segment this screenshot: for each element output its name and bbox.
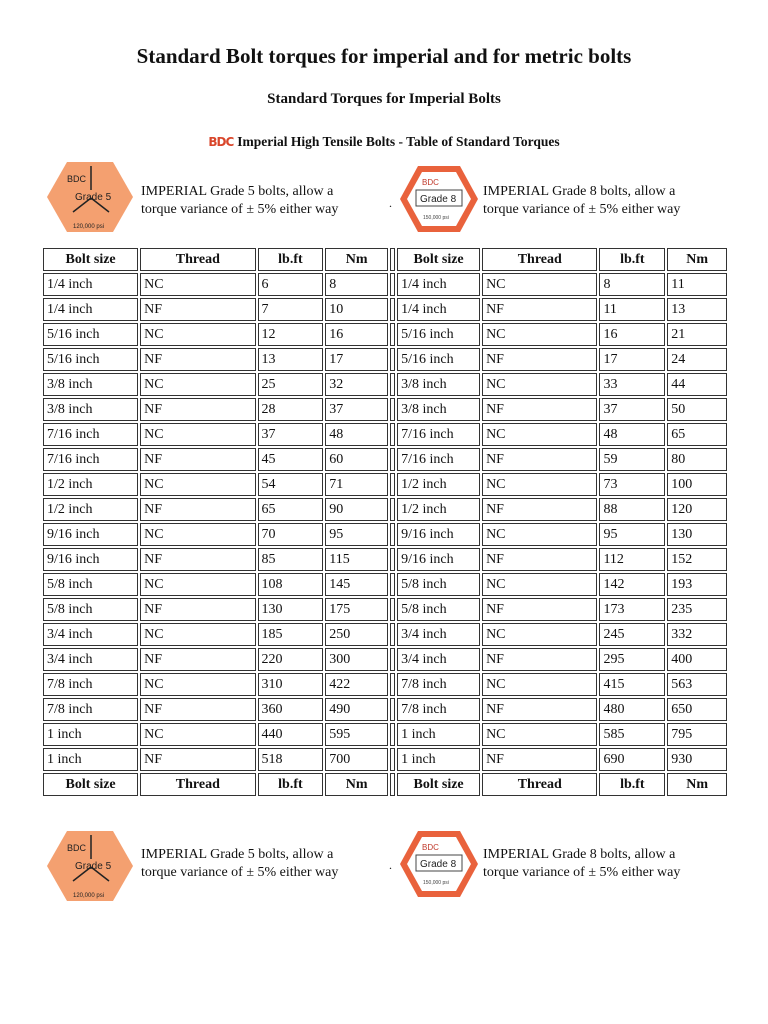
grade5-nm-cell: 90 <box>325 498 388 521</box>
table-row <box>43 598 727 621</box>
grade8-lbft-cell: 88 <box>599 498 665 521</box>
grade5-nm-cell: 422 <box>325 673 388 696</box>
grade5-bolt-size-cell: 1/4 inch <box>43 273 138 296</box>
grade8-nm-cell: 11 <box>667 273 727 296</box>
grade5-bolt-size-cell: 3/8 inch <box>43 398 138 421</box>
grade5-caption: IMPERIAL Grade 5 bolts, allow a torque variance of ± 5% either way <box>141 847 339 880</box>
grade8-bolt-size-cell: 5/16 inch <box>397 323 480 346</box>
table-row <box>43 748 727 771</box>
grade8-nm-cell: 100 <box>667 473 727 496</box>
grade5-thread-cell: NC <box>140 623 255 646</box>
svg-text:150,000 psi: 150,000 psi <box>423 880 449 886</box>
grade5-lbft-cell: 7 <box>258 298 324 321</box>
footer-bolt-size: Bolt size <box>397 773 480 796</box>
grade8-badge-icon <box>398 164 480 239</box>
column-separator <box>390 673 395 696</box>
grade8-lbft-cell: 295 <box>599 648 665 671</box>
torque-table <box>41 246 729 798</box>
grade8-lbft-cell: 11 <box>599 298 665 321</box>
column-separator <box>390 498 395 521</box>
column-separator <box>390 348 395 371</box>
grade8-lbft-cell: 8 <box>599 273 665 296</box>
header-nm: Nm <box>325 248 388 271</box>
grade5-lbft-cell: 518 <box>258 748 324 771</box>
grade8-thread-cell: NF <box>482 598 597 621</box>
grade8-nm-cell: 21 <box>667 323 727 346</box>
column-separator <box>390 748 395 771</box>
grade5-nm-cell: 300 <box>325 648 388 671</box>
table-row <box>43 423 727 446</box>
grade8-thread-cell: NC <box>482 673 597 696</box>
grade8-thread-cell: NF <box>482 398 597 421</box>
grade5-thread-cell: NF <box>140 548 255 571</box>
grade5-thread-cell: NC <box>140 323 255 346</box>
table-row <box>43 473 727 496</box>
grade8-nm-cell: 130 <box>667 523 727 546</box>
grade5-thread-cell: NF <box>140 648 255 671</box>
grade5-thread-cell: NC <box>140 373 255 396</box>
column-separator <box>390 398 395 421</box>
table-row <box>43 723 727 746</box>
grade8-thread-cell: NF <box>482 348 597 371</box>
column-separator <box>390 773 395 796</box>
grade8-thread-cell: NC <box>482 473 597 496</box>
table-row <box>43 348 727 371</box>
header-bolt-size: Bolt size <box>397 248 480 271</box>
grade8-bolt-size-cell: 3/4 inch <box>397 648 480 671</box>
grade5-bolt-size-cell: 5/16 inch <box>43 348 138 371</box>
grade8-thread-cell: NC <box>482 273 597 296</box>
grade5-bolt-size-cell: 1/4 inch <box>43 298 138 321</box>
grade5-nm-cell: 700 <box>325 748 388 771</box>
grade5-lbft-cell: 85 <box>258 548 324 571</box>
grade8-thread-cell: NF <box>482 698 597 721</box>
grade8-lbft-cell: 95 <box>599 523 665 546</box>
header-bolt-size: Bolt size <box>43 248 138 271</box>
svg-text:120,000 psi: 120,000 psi <box>73 224 105 230</box>
grade8-lbft-cell: 48 <box>599 423 665 446</box>
page-subtitle: Standard Torques for Imperial Bolts <box>267 91 501 107</box>
grade5-nm-cell: 71 <box>325 473 388 496</box>
grade8-badge-icon <box>398 829 480 904</box>
column-separator <box>390 548 395 571</box>
grade5-thread-cell: NC <box>140 473 255 496</box>
grade5-thread-cell: NC <box>140 423 255 446</box>
grade5-thread-cell: NF <box>140 398 255 421</box>
grade5-lbft-cell: 37 <box>258 423 324 446</box>
grade8-bolt-size-cell: 7/8 inch <box>397 673 480 696</box>
grade5-nm-cell: 37 <box>325 398 388 421</box>
grade8-caption: IMPERIAL Grade 8 bolts, allow a torque variance of ± 5% either way <box>483 184 681 217</box>
grade5-nm-cell: 95 <box>325 523 388 546</box>
grade8-bolt-size-cell: 5/16 inch <box>397 348 480 371</box>
table-footer-row <box>43 773 727 796</box>
grade5-thread-cell: NC <box>140 573 255 596</box>
grade5-lbft-cell: 54 <box>258 473 324 496</box>
column-separator <box>390 323 395 346</box>
grade5-bolt-size-cell: 3/4 inch <box>43 623 138 646</box>
grade5-caption: IMPERIAL Grade 5 bolts, allow a torque variance of ± 5% either way <box>141 184 339 217</box>
table-row <box>43 398 727 421</box>
table-row <box>43 323 727 346</box>
grade5-bolt-size-cell: 1/2 inch <box>43 473 138 496</box>
grade8-bolt-size-cell: 5/8 inch <box>397 573 480 596</box>
grade8-bolt-size-cell: 3/8 inch <box>397 373 480 396</box>
grade5-bolt-size-cell: 5/8 inch <box>43 598 138 621</box>
header-thread: Thread <box>140 248 255 271</box>
grade8-bolt-size-cell: 7/8 inch <box>397 698 480 721</box>
table-row <box>43 523 727 546</box>
grade5-thread-cell: NC <box>140 273 255 296</box>
grade8-lbft-cell: 73 <box>599 473 665 496</box>
grade5-bolt-size-cell: 1 inch <box>43 723 138 746</box>
column-separator <box>390 473 395 496</box>
grade5-thread-cell: NF <box>140 298 255 321</box>
grade5-thread-cell: NF <box>140 598 255 621</box>
column-separator <box>390 648 395 671</box>
table-row <box>43 448 727 471</box>
grade5-lbft-cell: 440 <box>258 723 324 746</box>
grade5-thread-cell: NF <box>140 448 255 471</box>
footer-lbft: lb.ft <box>258 773 324 796</box>
footer-thread: Thread <box>140 773 255 796</box>
grade8-nm-cell: 563 <box>667 673 727 696</box>
grade5-thread-cell: NF <box>140 348 255 371</box>
grade5-bolt-size-cell: 5/16 inch <box>43 323 138 346</box>
grade5-lbft-cell: 65 <box>258 498 324 521</box>
grade5-bolt-size-cell: 1 inch <box>43 748 138 771</box>
grade8-bolt-size-cell: 1/4 inch <box>397 273 480 296</box>
separator-dot: . <box>389 858 392 872</box>
grade8-thread-cell: NF <box>482 298 597 321</box>
grade8-nm-cell: 44 <box>667 373 727 396</box>
table-row <box>43 548 727 571</box>
bdc-logo-icon: BDC <box>208 135 234 149</box>
grade8-thread-cell: NF <box>482 648 597 671</box>
grade5-bolt-size-cell: 7/8 inch <box>43 698 138 721</box>
column-separator <box>390 623 395 646</box>
svg-text:150,000 psi: 150,000 psi <box>423 215 449 221</box>
svg-text:Grade 5: Grade 5 <box>75 861 112 872</box>
column-separator <box>390 598 395 621</box>
grade8-bolt-size-cell: 3/8 inch <box>397 398 480 421</box>
table-row <box>43 698 727 721</box>
grade8-thread-cell: NF <box>482 748 597 771</box>
grade8-lbft-cell: 112 <box>599 548 665 571</box>
svg-text:BDC: BDC <box>422 843 439 852</box>
grade8-caption: IMPERIAL Grade 8 bolts, allow a torque variance of ± 5% either way <box>483 847 681 880</box>
grade8-bolt-size-cell: 1 inch <box>397 723 480 746</box>
column-separator <box>390 448 395 471</box>
grade8-nm-cell: 152 <box>667 548 727 571</box>
grade5-nm-cell: 16 <box>325 323 388 346</box>
grade8-lbft-cell: 173 <box>599 598 665 621</box>
grade8-thread-cell: NC <box>482 623 597 646</box>
grade5-badge-icon <box>45 829 135 908</box>
grade5-lbft-cell: 13 <box>258 348 324 371</box>
grade5-thread-cell: NC <box>140 523 255 546</box>
header-lbft: lb.ft <box>599 248 665 271</box>
grade5-thread-cell: NF <box>140 748 255 771</box>
grade8-lbft-cell: 245 <box>599 623 665 646</box>
grade8-lbft-cell: 17 <box>599 348 665 371</box>
column-separator <box>390 573 395 596</box>
grade5-lbft-cell: 185 <box>258 623 324 646</box>
grade5-lbft-cell: 28 <box>258 398 324 421</box>
grade8-nm-cell: 65 <box>667 423 727 446</box>
grade5-bolt-size-cell: 9/16 inch <box>43 523 138 546</box>
grade8-thread-cell: NC <box>482 573 597 596</box>
grade8-thread-cell: NC <box>482 423 597 446</box>
grade8-nm-cell: 332 <box>667 623 727 646</box>
grade8-nm-cell: 80 <box>667 448 727 471</box>
grade5-thread-cell: NC <box>140 723 255 746</box>
svg-text:Grade 8: Grade 8 <box>420 194 457 205</box>
grade8-nm-cell: 795 <box>667 723 727 746</box>
grade5-lbft-cell: 310 <box>258 673 324 696</box>
grade8-nm-cell: 13 <box>667 298 727 321</box>
table-row <box>43 498 727 521</box>
footer-lbft: lb.ft <box>599 773 665 796</box>
grade5-bolt-size-cell: 7/8 inch <box>43 673 138 696</box>
column-separator <box>390 373 395 396</box>
grade8-bolt-size-cell: 5/8 inch <box>397 598 480 621</box>
grade5-lbft-cell: 130 <box>258 598 324 621</box>
grade5-nm-cell: 17 <box>325 348 388 371</box>
grade8-lbft-cell: 16 <box>599 323 665 346</box>
grade8-nm-cell: 930 <box>667 748 727 771</box>
grade8-nm-cell: 24 <box>667 348 727 371</box>
column-separator <box>390 698 395 721</box>
svg-text:Grade 8: Grade 8 <box>420 859 457 870</box>
grade5-thread-cell: NF <box>140 698 255 721</box>
grade5-lbft-cell: 6 <box>258 273 324 296</box>
grade8-nm-cell: 120 <box>667 498 727 521</box>
grade8-lbft-cell: 585 <box>599 723 665 746</box>
grade8-lbft-cell: 142 <box>599 573 665 596</box>
grade8-bolt-size-cell: 1 inch <box>397 748 480 771</box>
grade5-lbft-cell: 220 <box>258 648 324 671</box>
grade8-bolt-size-cell: 9/16 inch <box>397 548 480 571</box>
column-separator <box>390 523 395 546</box>
table-row <box>43 648 727 671</box>
grade8-thread-cell: NF <box>482 448 597 471</box>
column-separator <box>390 423 395 446</box>
grade5-bolt-size-cell: 1/2 inch <box>43 498 138 521</box>
grade8-thread-cell: NF <box>482 548 597 571</box>
table-row <box>43 623 727 646</box>
grade5-thread-cell: NC <box>140 673 255 696</box>
grade5-thread-cell: NF <box>140 498 255 521</box>
table-row <box>43 298 727 321</box>
grade8-lbft-cell: 33 <box>599 373 665 396</box>
svg-text:BDC: BDC <box>67 174 87 184</box>
grade8-nm-cell: 193 <box>667 573 727 596</box>
grade8-lbft-cell: 480 <box>599 698 665 721</box>
grade8-thread-cell: NC <box>482 723 597 746</box>
grade5-bolt-size-cell: 7/16 inch <box>43 423 138 446</box>
grade8-lbft-cell: 690 <box>599 748 665 771</box>
grade5-nm-cell: 145 <box>325 573 388 596</box>
grade8-bolt-size-cell: 3/4 inch <box>397 623 480 646</box>
separator-dot: . <box>389 196 392 210</box>
grade8-nm-cell: 235 <box>667 598 727 621</box>
table-row <box>43 573 727 596</box>
column-separator <box>390 298 395 321</box>
grade8-lbft-cell: 415 <box>599 673 665 696</box>
grade8-nm-cell: 650 <box>667 698 727 721</box>
grade5-nm-cell: 115 <box>325 548 388 571</box>
grade5-lbft-cell: 25 <box>258 373 324 396</box>
grade5-nm-cell: 490 <box>325 698 388 721</box>
grade5-lbft-cell: 108 <box>258 573 324 596</box>
footer-bolt-size: Bolt size <box>43 773 138 796</box>
grade8-lbft-cell: 59 <box>599 448 665 471</box>
footer-nm: Nm <box>325 773 388 796</box>
footer-thread: Thread <box>482 773 597 796</box>
grade5-nm-cell: 10 <box>325 298 388 321</box>
table-row <box>43 673 727 696</box>
header-nm: Nm <box>667 248 727 271</box>
table-row <box>43 373 727 396</box>
grade8-thread-cell: NC <box>482 523 597 546</box>
grade8-bolt-size-cell: 1/4 inch <box>397 298 480 321</box>
table-row <box>43 273 727 296</box>
svg-text:120,000 psi: 120,000 psi <box>73 893 105 899</box>
grade5-lbft-cell: 70 <box>258 523 324 546</box>
grade5-bolt-size-cell: 9/16 inch <box>43 548 138 571</box>
column-separator <box>390 248 395 271</box>
grade8-bolt-size-cell: 1/2 inch <box>397 473 480 496</box>
page-title: Standard Bolt torques for imperial and for metric bolts <box>136 44 632 68</box>
grade5-bolt-size-cell: 5/8 inch <box>43 573 138 596</box>
table-header-row <box>43 248 727 271</box>
grade5-nm-cell: 48 <box>325 423 388 446</box>
grade8-lbft-cell: 37 <box>599 398 665 421</box>
grade8-bolt-size-cell: 1/2 inch <box>397 498 480 521</box>
header-lbft: lb.ft <box>258 248 324 271</box>
grade8-thread-cell: NF <box>482 498 597 521</box>
grade5-badge-icon <box>45 160 135 239</box>
grade8-thread-cell: NC <box>482 323 597 346</box>
grade5-lbft-cell: 12 <box>258 323 324 346</box>
grade5-nm-cell: 595 <box>325 723 388 746</box>
column-separator <box>390 273 395 296</box>
grade8-bolt-size-cell: 7/16 inch <box>397 423 480 446</box>
grade5-lbft-cell: 360 <box>258 698 324 721</box>
grade8-nm-cell: 50 <box>667 398 727 421</box>
grade5-bolt-size-cell: 3/8 inch <box>43 373 138 396</box>
section-title: Imperial High Tensile Bolts - Table of Standard Torques <box>237 134 560 149</box>
column-separator <box>390 723 395 746</box>
grade5-nm-cell: 32 <box>325 373 388 396</box>
grade8-bolt-size-cell: 9/16 inch <box>397 523 480 546</box>
grade8-bolt-size-cell: 7/16 inch <box>397 448 480 471</box>
grade5-nm-cell: 250 <box>325 623 388 646</box>
grade5-nm-cell: 8 <box>325 273 388 296</box>
svg-text:Grade 5: Grade 5 <box>75 192 112 203</box>
header-thread: Thread <box>482 248 597 271</box>
grade8-nm-cell: 400 <box>667 648 727 671</box>
grade5-bolt-size-cell: 7/16 inch <box>43 448 138 471</box>
svg-text:BDC: BDC <box>422 178 439 187</box>
grade5-lbft-cell: 45 <box>258 448 324 471</box>
grade8-thread-cell: NC <box>482 373 597 396</box>
grade5-bolt-size-cell: 3/4 inch <box>43 648 138 671</box>
grade5-nm-cell: 175 <box>325 598 388 621</box>
footer-nm: Nm <box>667 773 727 796</box>
grade5-nm-cell: 60 <box>325 448 388 471</box>
section-heading <box>0 134 768 150</box>
svg-text:BDC: BDC <box>67 843 87 853</box>
